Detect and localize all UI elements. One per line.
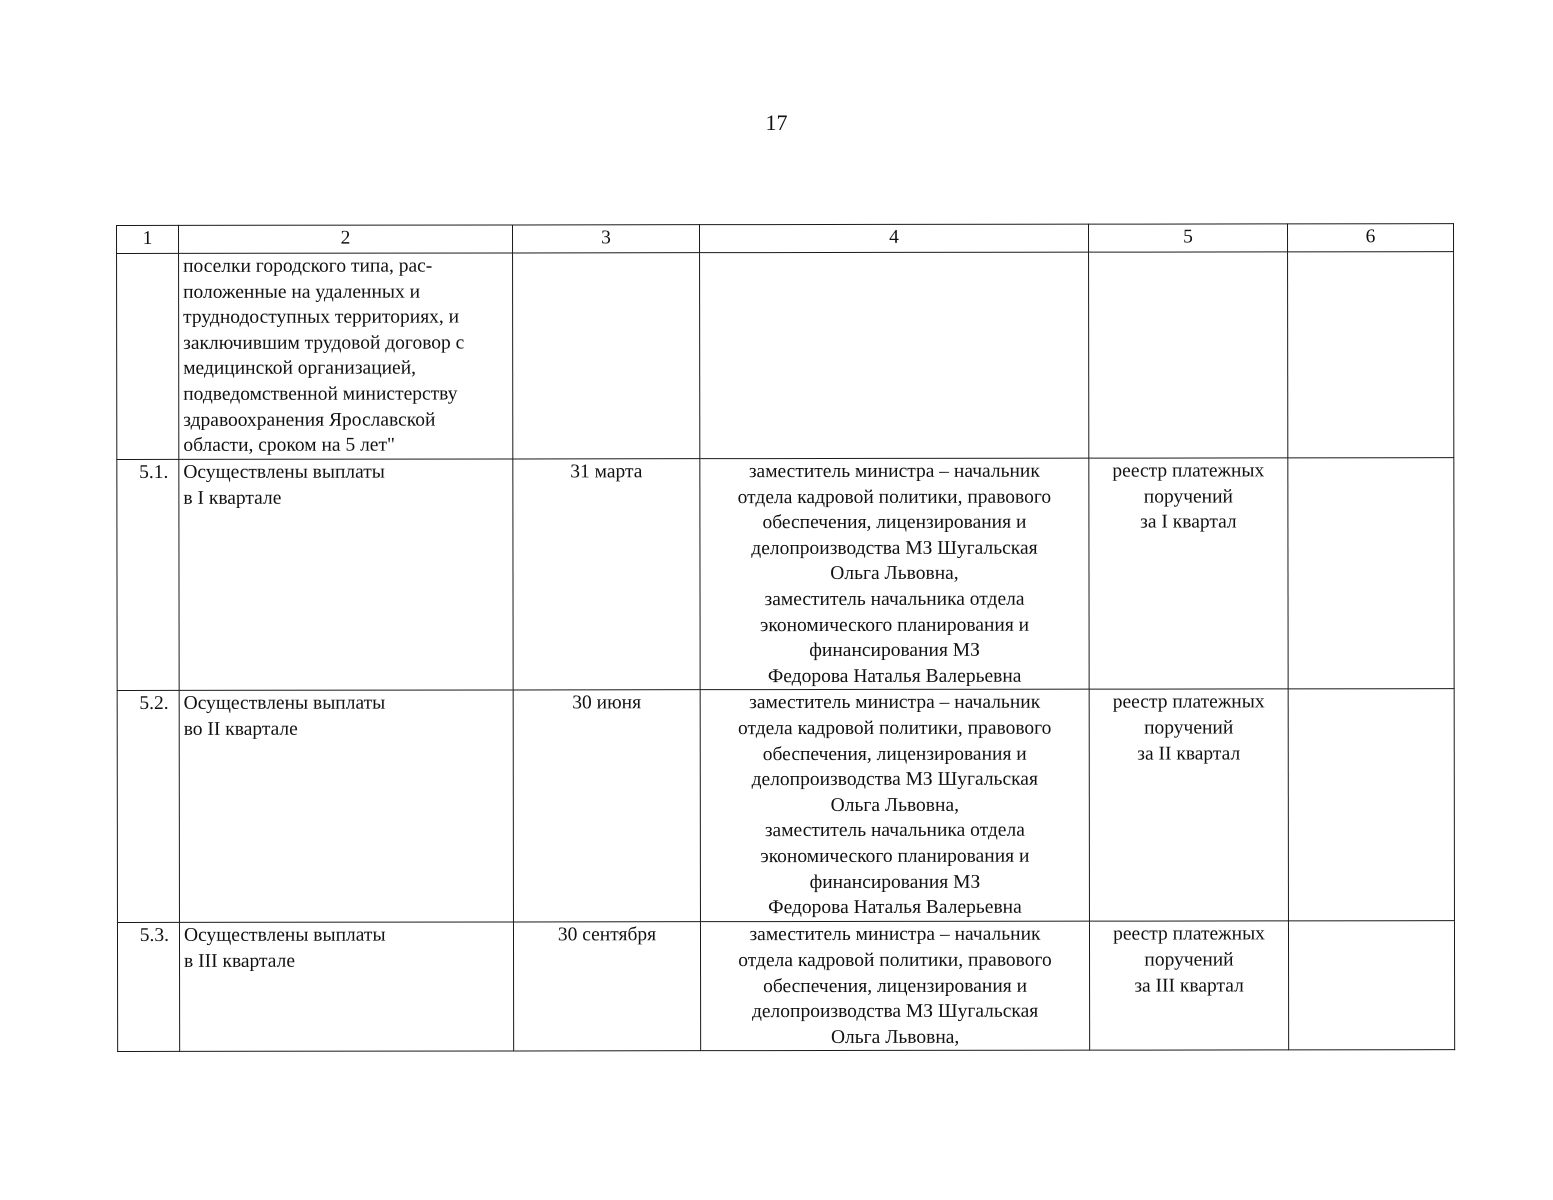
text-line: обеспечения, лицензирования и [762,511,1027,534]
text-line: отдела кадровой политики, правового [737,717,1052,740]
cell-responsible [700,689,1089,922]
cell-document [1089,458,1288,690]
cell-deadline: 30 сентября [513,922,700,1051]
text-line: делопроизводства МЗ Шугальская [751,768,1038,791]
text-line: медицинской организацией, [183,357,417,380]
column-header-6: 6 [1287,224,1453,252]
text-line: поручений [1143,486,1233,508]
table-row [117,921,1454,1052]
text-line: финансирования МЗ [809,871,981,893]
cell-num: 5.2. [117,691,179,923]
cell-col6 [1288,689,1454,921]
text-line: заместитель начальника отдела [764,588,1025,611]
text-line: финансирования МЗ [809,639,980,662]
cell-event [179,922,513,1051]
column-header-4: 4 [700,224,1089,253]
text-line: здравоохранения Ярославской [183,409,436,431]
text-line: поселки городского типа, рас- [183,255,433,277]
cell-num: 5.1. [117,459,179,690]
text-line: подведомственной министерству [183,383,458,405]
cell-event [179,690,513,922]
text-line: обеспечения, лицензирования и [763,975,1028,997]
page-number: 17 [765,110,788,135]
table-row [117,689,1454,923]
text-line: во II квартале [183,718,298,740]
cell-event [179,459,513,691]
cell-responsible [700,458,1089,690]
text-line: реестр платежных [1112,460,1265,482]
text-line: заключившим трудовой договор с [183,332,465,354]
text-line: реестр платежных [1112,691,1265,713]
text-line: отдела кадровой политики, правового [738,949,1052,972]
text-line: делопроизводства МЗ Шугальская [751,537,1038,559]
column-header-1: 1 [117,225,179,253]
text-line: в III квартале [184,950,296,972]
cell-event-continuation [179,253,513,459]
text-line: реестр платежных [1113,923,1265,945]
text-line: положенные на удаленных и [183,281,421,303]
cell-responsible [700,252,1089,459]
text-line: отдела кадровой политики, правового [737,486,1052,508]
cell-col6 [1288,921,1454,1050]
text-line: за I квартал [1140,511,1237,533]
text-line: Осуществлены выплаты [183,461,385,483]
cell-document [1089,689,1288,921]
text-line: заместитель министра – начальник [749,924,1041,946]
text-line: заместитель министра – начальник [749,692,1041,714]
cell-num: 5.3. [117,923,179,1052]
table-row-continuation [117,252,1454,460]
cell-deadline [513,253,700,459]
cell-deadline: 31 марта [513,459,700,691]
text-line: заместитель министра – начальник [748,460,1040,483]
cell-document [1089,252,1288,458]
cell-col6 [1288,458,1454,690]
text-line: Осуществлены выплаты [183,692,386,715]
text-line: поручений [1144,717,1234,739]
table-row [117,458,1454,691]
cell-responsible [700,921,1089,1051]
text-line: Осуществлены выплаты [183,924,386,947]
text-line: делопроизводства МЗ Шугальская [751,1000,1039,1023]
text-line: экономического планирования и [759,614,1030,636]
text-line: экономического планирования и [760,845,1030,868]
text-line: обеспечения, лицензирования и [762,743,1027,765]
column-header-2: 2 [179,225,513,253]
column-header-5: 5 [1088,224,1287,252]
table-header-row [117,224,1454,254]
cell-col6 [1288,252,1454,458]
column-header-3: 3 [513,225,700,253]
cell-document [1089,921,1288,1050]
text-line: за III квартал [1134,974,1244,997]
text-line: Ольга Львовна, [830,1026,960,1048]
cell-deadline: 30 июня [513,690,700,922]
text-line: Ольга Львовна, [830,563,959,585]
text-line: заместитель начальника отдела [764,820,1025,842]
text-line: поручений [1144,949,1234,971]
text-line: за II квартал [1137,742,1241,765]
text-line: труднодоступных территориях, и [183,306,460,329]
text-line: области, сроком на 5 лет" [183,434,395,457]
text-line: в I квартале [183,487,282,509]
text-line: Федорова Наталья Валерьевна [767,665,1022,687]
text-line: Федорова Наталья Валерьевна [768,896,1022,919]
cell-num [117,253,179,459]
plan-table [116,223,1455,1052]
text-line: Ольга Львовна, [830,794,959,816]
